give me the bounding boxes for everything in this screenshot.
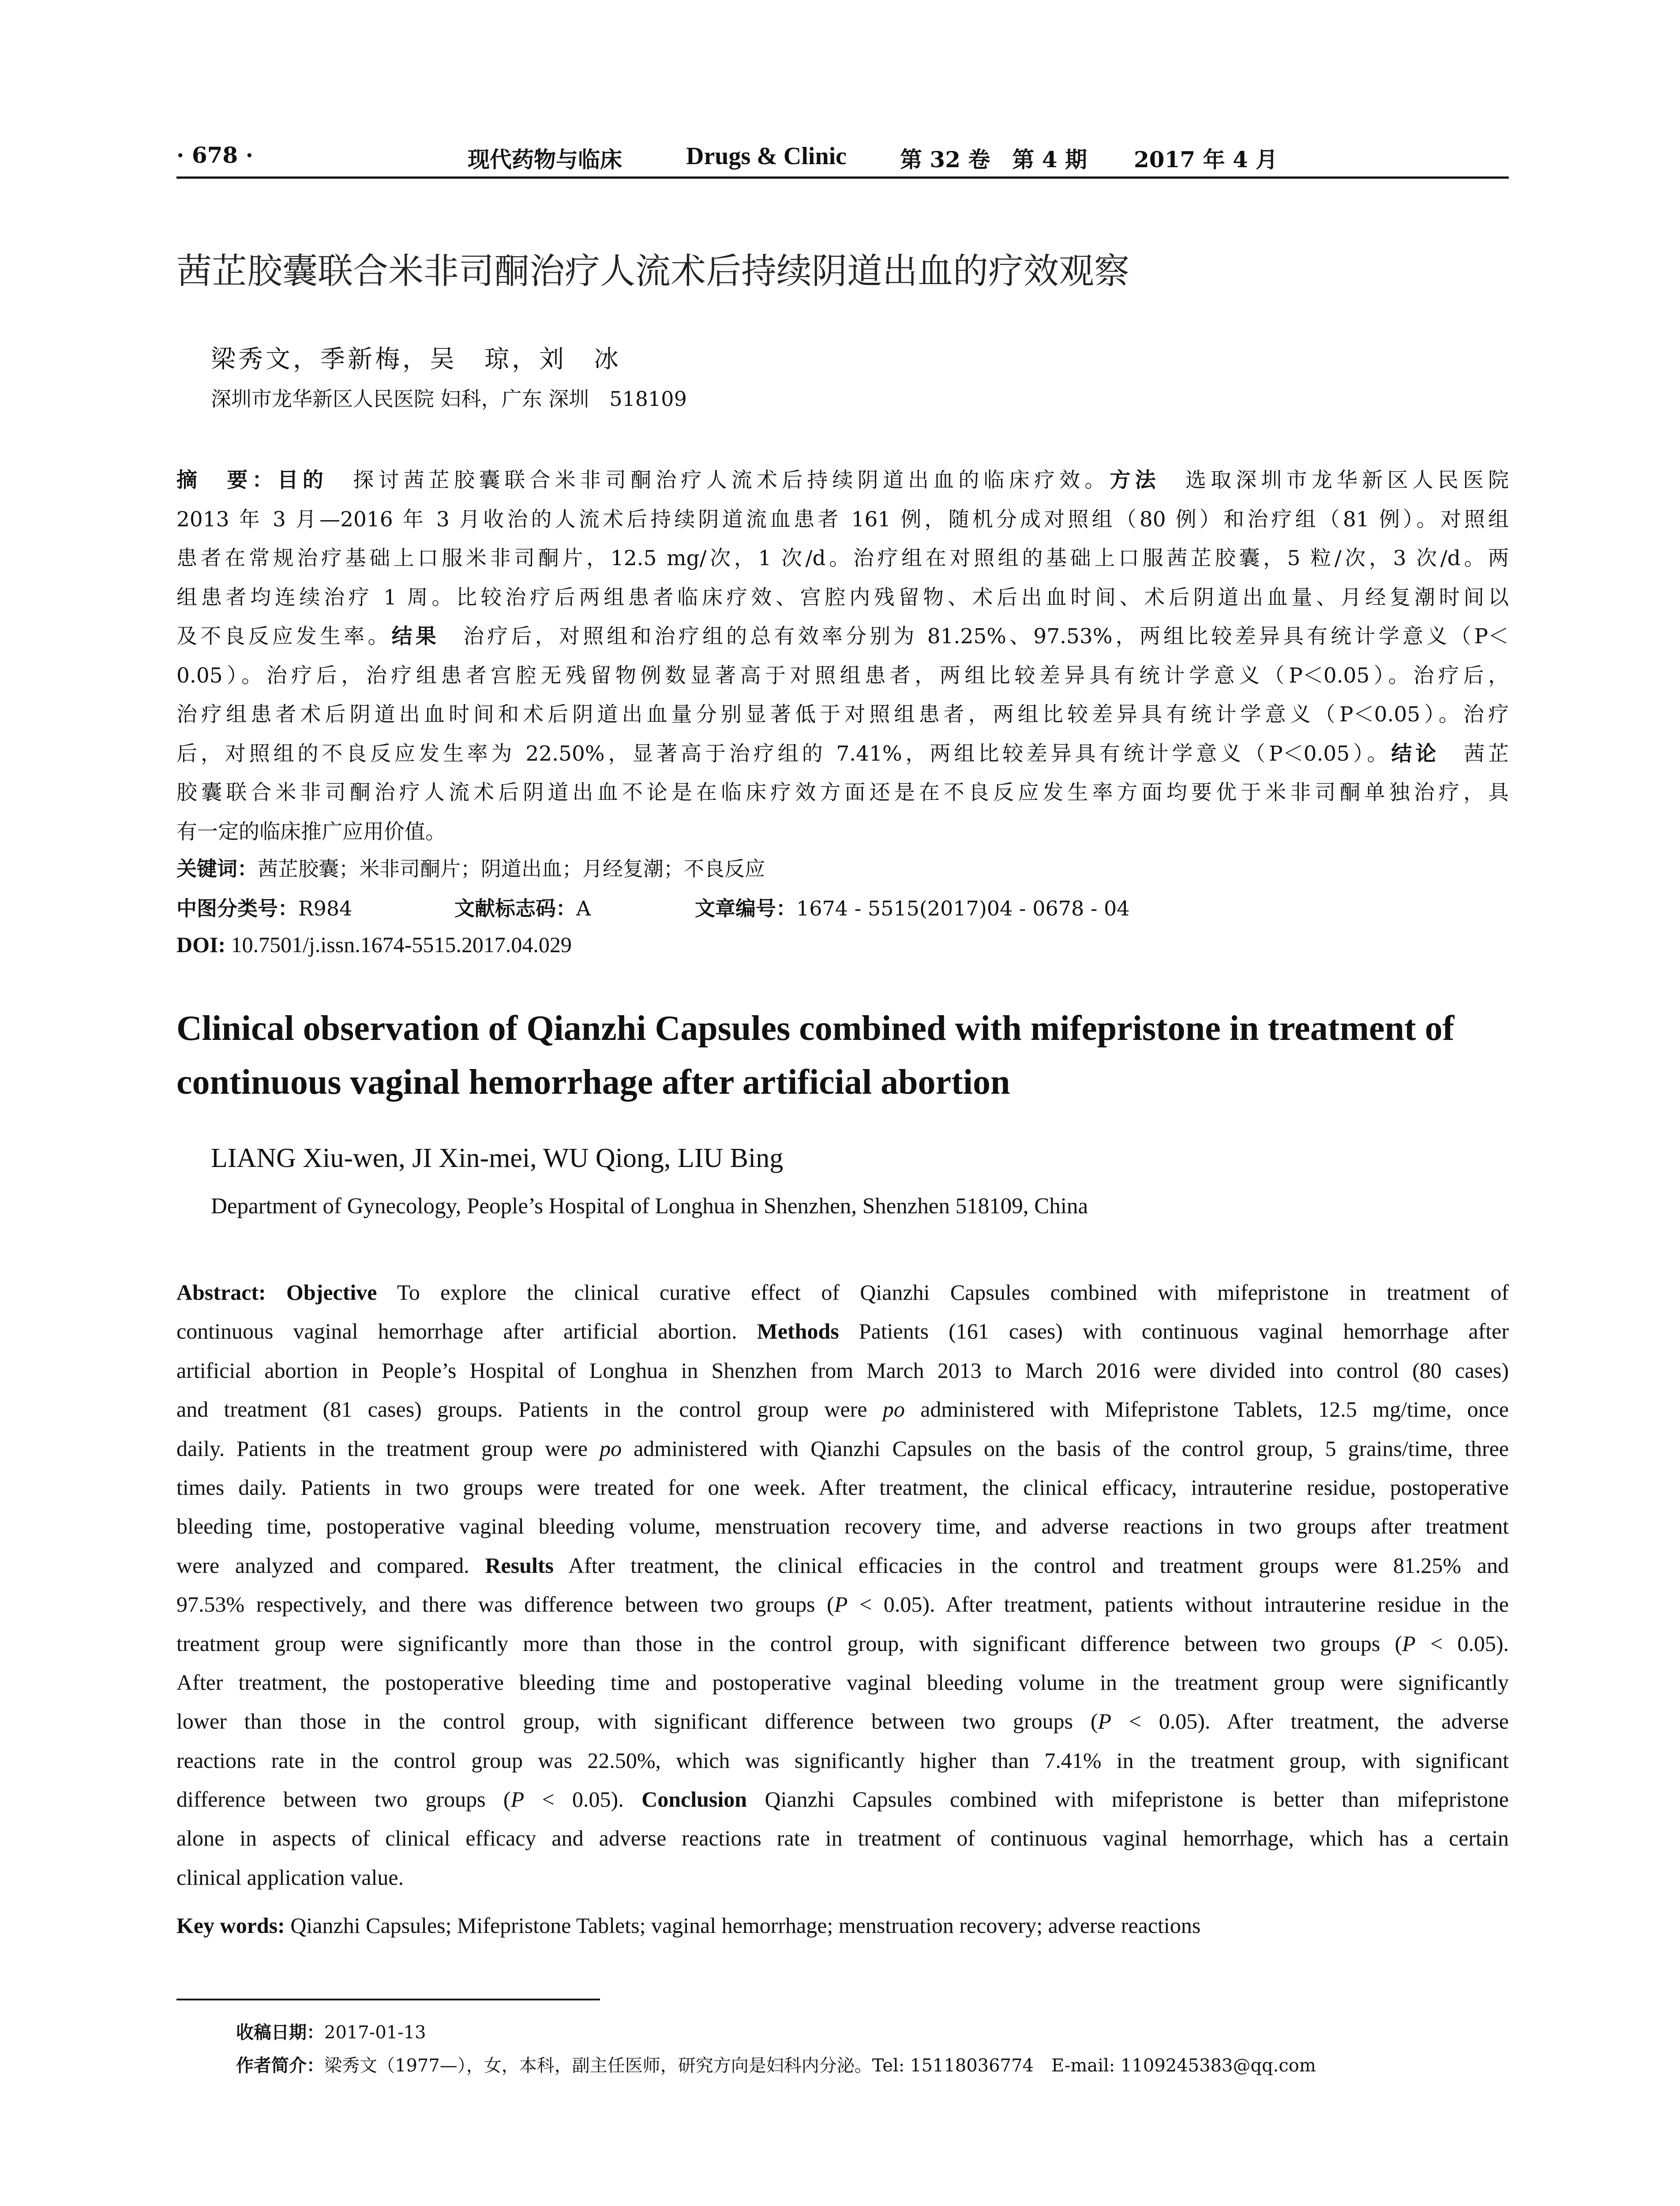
keywords-cn-value: 茜芷胶囊；米非司酮片；阴道出血；月经复潮；不良反应	[258, 857, 765, 881]
abstract-en-line	[176, 1741, 1509, 1780]
abstract-en-text: < 0.05). After treatment, the adverse	[1111, 1709, 1509, 1734]
abstract-en-text: P	[510, 1787, 525, 1812]
keywords-en-label: Key words:	[176, 1913, 285, 1938]
abstract-en-text: < 0.05).	[1415, 1631, 1509, 1656]
abstract-cn-line	[176, 813, 1509, 852]
abstract-cn-line	[176, 695, 1509, 735]
footnote-author-bio	[236, 2052, 1316, 2077]
running-header	[176, 142, 1509, 173]
abstract-cn-text: 组患者均连续治疗 1 周。比较治疗后两组患者临床疗效、宫腔内残留物、术后出血时间、术后阴道出血量、月经复潮时间以	[176, 585, 1509, 610]
abstract-en-text: < 0.05). After treatment, patients without intrauterine residue in the	[848, 1592, 1509, 1617]
abstract-cn-label: 摘 要：	[176, 468, 278, 492]
abstract-en-text: After treatment, the postoperative bleeding time and postoperative vaginal bleeding volume in the treatment group were significantly	[176, 1670, 1509, 1695]
doc-code	[454, 893, 591, 922]
page-number: · 678 ·	[176, 142, 253, 168]
abstract-cn-line	[176, 539, 1509, 578]
abstract-en	[176, 1273, 1509, 1897]
authors-cn: 梁秀文，季新梅，吴 琼，刘 冰	[211, 345, 621, 374]
doi-line	[176, 932, 1509, 957]
abstract-en-text: After treatment, the clinical efficacies in the control and treatment groups were 81.25% and	[554, 1553, 1509, 1578]
abstract-cn-text: 探讨茜芷胶囊联合米非司酮治疗人流术后持续阴道出血的临床疗效。	[353, 468, 1110, 492]
abstract-cn-text: 茜芷	[1464, 741, 1509, 766]
abstract-en-text: P	[1098, 1709, 1112, 1734]
doc-code-label: 文献标志码：	[454, 897, 576, 920]
abstract-cn-line	[176, 773, 1509, 813]
authors-en: LIANG Xiu-wen, JI Xin-mei, WU Qiong, LIU Bing	[211, 1143, 784, 1173]
abstract-cn-section-label: 方法	[1110, 468, 1185, 492]
keywords-en-value: Qianzhi Capsules; Mifepristone Tablets; vaginal hemorrhage; menstruation recovery; adverse reactions	[285, 1913, 1201, 1938]
abstract-en-text: artificial abortion in People’s Hospital of Longhua in Shenzhen from March 2013 to March 2016 were divided into control (80 cases)	[176, 1358, 1509, 1383]
article-number-label: 文章编号：	[695, 897, 796, 920]
keywords-cn-label: 关键词：	[176, 857, 258, 881]
abstract-cn-text: 胶囊联合米非司酮治疗人流术后阴道出血不论是在临床疗效方面还是在不良反应发生率方面均要优于米非司酮单独治疗，具	[176, 780, 1509, 805]
abstract-cn-text: 2013 年 3 月—2016 年 3 月收治的人流术后持续阴道流血患者 161 例，随机分成对照组（80 例）和治疗组（81 例）。对照组	[176, 507, 1509, 532]
abstract-en-text: P	[1402, 1631, 1416, 1656]
keywords-en	[176, 1913, 1509, 1938]
abstract-en-text: daily. Patients in the treatment group were	[176, 1436, 600, 1461]
received-label: 收稿日期：	[236, 2022, 324, 2043]
abstract-en-text: were analyzed and compared.	[176, 1553, 485, 1578]
abstract-cn-section-label: 结论	[1391, 741, 1464, 766]
abstract-cn-text: 有一定的临床推广应用价值。	[176, 819, 446, 844]
abstract-en-text: < 0.05).	[524, 1787, 642, 1812]
abstract-en-text: continuous vaginal hemorrhage after artificial abortion.	[176, 1319, 757, 1344]
abstract-en-line	[176, 1546, 1509, 1585]
abstract-en-line	[176, 1702, 1509, 1741]
abstract-en-section-label: Conclusion	[641, 1787, 747, 1812]
abstract-en-text: 97.53% respectively, and there was difference between two groups (	[176, 1592, 834, 1617]
abstract-en-line	[176, 1585, 1509, 1624]
author-bio-label: 作者简介：	[236, 2056, 324, 2076]
abstract-en-text: bleeding time, postoperative vaginal bleeding volume, menstruation recovery time, and adverse reactions in two groups after treatment	[176, 1514, 1509, 1539]
abstract-cn-text: 后，对照组的不良反应发生率为 22.50%，显著高于治疗组的 7.41%，两组比较差异具有统计学意义（P＜0.05）。	[176, 741, 1391, 766]
doc-code-value: A	[576, 897, 591, 920]
clc-value: R984	[298, 897, 352, 920]
article-number	[695, 893, 1130, 922]
footnote-received	[236, 2018, 426, 2044]
keywords-cn	[176, 853, 1509, 882]
abstract-cn-line	[176, 578, 1509, 618]
abstract-cn-section-label: 目的	[277, 468, 353, 492]
abstract-cn-line	[176, 500, 1509, 540]
abstract-en-line	[176, 1390, 1509, 1429]
abstract-en-text: and treatment (81 cases) groups. Patients in the control group were	[176, 1397, 883, 1422]
abstract-en-text: P	[834, 1592, 848, 1617]
abstract-en-line	[176, 1858, 1509, 1897]
abstract-en-line	[176, 1507, 1509, 1546]
received-value: 2017-01-13	[324, 2022, 426, 2043]
abstract-en-line	[176, 1819, 1509, 1857]
clc-number	[176, 893, 352, 922]
header-rule	[176, 176, 1509, 179]
abstract-cn-text: 0.05）。治疗后，治疗组患者宫腔无残留物例数显著高于对照组患者，两组比较差异具有统计学意义（P＜0.05）。治疗后，	[176, 663, 1509, 688]
abstract-cn-text: 治疗后，对照组和治疗组的总有效率分别为 81.25%、97.53%，两组比较差异具有统计学意义（P＜	[463, 624, 1509, 649]
abstract-en-section-label: Results	[485, 1553, 554, 1578]
abstract-cn-text: 选取深圳市龙华新区人民医院	[1185, 468, 1509, 492]
footnote-rule	[176, 1999, 600, 2000]
article-title-cn: 茜芷胶囊联合米非司酮治疗人流术后持续阴道出血的疗效观察	[176, 251, 1129, 292]
abstract-en-text: administered with Qianzhi Capsules on the basis of the control group, 5 grains/time, three	[622, 1436, 1509, 1461]
abstract-en-line	[176, 1624, 1509, 1663]
volume-issue: 第 32 卷 第 4 期	[900, 146, 1087, 173]
abstract-cn-text: 及不良反应发生率。	[176, 624, 392, 649]
abstract-en-text: To explore the clinical curative effect of Qianzhi Capsules combined with mifepristone in treatment of	[377, 1280, 1509, 1305]
abstract-en-text: times daily. Patients in two groups were treated for one week. After treatment, the clinical efficacy, intrauterine residue, postoperative	[176, 1474, 1509, 1500]
abstract-en-section-label: Abstract: Objective	[176, 1280, 377, 1305]
abstract-en-section-label: Methods	[757, 1319, 839, 1344]
journal-name-en: Drugs & Clinic	[686, 143, 847, 170]
abstract-en-text: clinical application value.	[176, 1865, 404, 1890]
author-bio-value: 梁秀文（1977—），女，本科，副主任医师，研究方向是妇科内分泌。Tel: 15118036774 E-mail: 1109245383@qq.com	[324, 2056, 1316, 2076]
abstract-en-line	[176, 1351, 1509, 1390]
abstract-en-text: difference between two groups (	[176, 1787, 511, 1812]
abstract-en-text: Patients (161 cases) with continuous vaginal hemorrhage after	[839, 1319, 1509, 1344]
journal-name-cn: 现代药物与临床	[468, 146, 622, 173]
article-number-value: 1674 - 5515(2017)04 - 0678 - 04	[796, 897, 1130, 920]
abstract-cn-line	[176, 657, 1509, 696]
issue-date: 2017 年 4 月	[1134, 146, 1278, 173]
abstract-en-text: reactions rate in the control group was 22.50%, which was significantly higher than 7.41% in the treatment group, with significant	[176, 1748, 1509, 1773]
abstract-en-text: alone in aspects of clinical efficacy and adverse reactions rate in treatment of continuous vaginal hemorrhage, which has a certain	[176, 1826, 1509, 1851]
abstract-en-text: lower than those in the control group, with significant difference between two groups (	[176, 1709, 1098, 1734]
abstract-en-line	[176, 1663, 1509, 1702]
affiliation-cn: 深圳市龙华新区人民医院 妇科，广东 深圳 518109	[211, 387, 687, 411]
abstract-cn-section-label: 结果	[391, 624, 464, 649]
abstract-cn	[176, 461, 1509, 852]
abstract-en-text: po	[600, 1436, 622, 1461]
abstract-cn-line	[176, 461, 1509, 500]
abstract-en-text: administered with Mifepristone Tablets, 12.5 mg/time, once	[904, 1397, 1509, 1422]
affiliation-en: Department of Gynecology, People’s Hospital of Longhua in Shenzhen, Shenzhen 518109, China	[211, 1194, 1088, 1219]
clc-label: 中图分类号：	[176, 897, 298, 920]
abstract-en-text: po	[882, 1397, 905, 1422]
article-title-en: Clinical observation of Qianzhi Capsules combined with mifepristone in treatment of continuous vaginal hemorrhage after artificial abortion	[176, 1009, 1455, 1102]
abstract-cn-text: 治疗组患者术后阴道出血时间和术后阴道出血量分别显著低于对照组患者，两组比较差异具有统计学意义（P＜0.05）。治疗	[176, 702, 1509, 727]
abstract-en-text: treatment group were significantly more than those in the control group, with significant difference between two groups (	[176, 1631, 1402, 1656]
abstract-cn-line	[176, 735, 1509, 774]
abstract-cn-text: 患者在常规治疗基础上口服米非司酮片，12.5 mg/次，1 次/d。治疗组在对照组的基础上口服茜芷胶囊，5 粒/次，3 次/d。两	[176, 546, 1509, 570]
doi-label: DOI:	[176, 932, 226, 957]
abstract-en-line	[176, 1468, 1509, 1507]
abstract-en-line	[176, 1312, 1509, 1351]
abstract-en-text: Qianzhi Capsules combined with mifepristone is better than mifepristone	[747, 1787, 1509, 1812]
abstract-en-line	[176, 1429, 1509, 1468]
abstract-en-line	[176, 1273, 1509, 1312]
abstract-cn-line	[176, 617, 1509, 657]
doi-value[interactable]: 10.7501/j.issn.1674-5515.2017.04.029	[225, 932, 572, 957]
abstract-en-line	[176, 1780, 1509, 1819]
